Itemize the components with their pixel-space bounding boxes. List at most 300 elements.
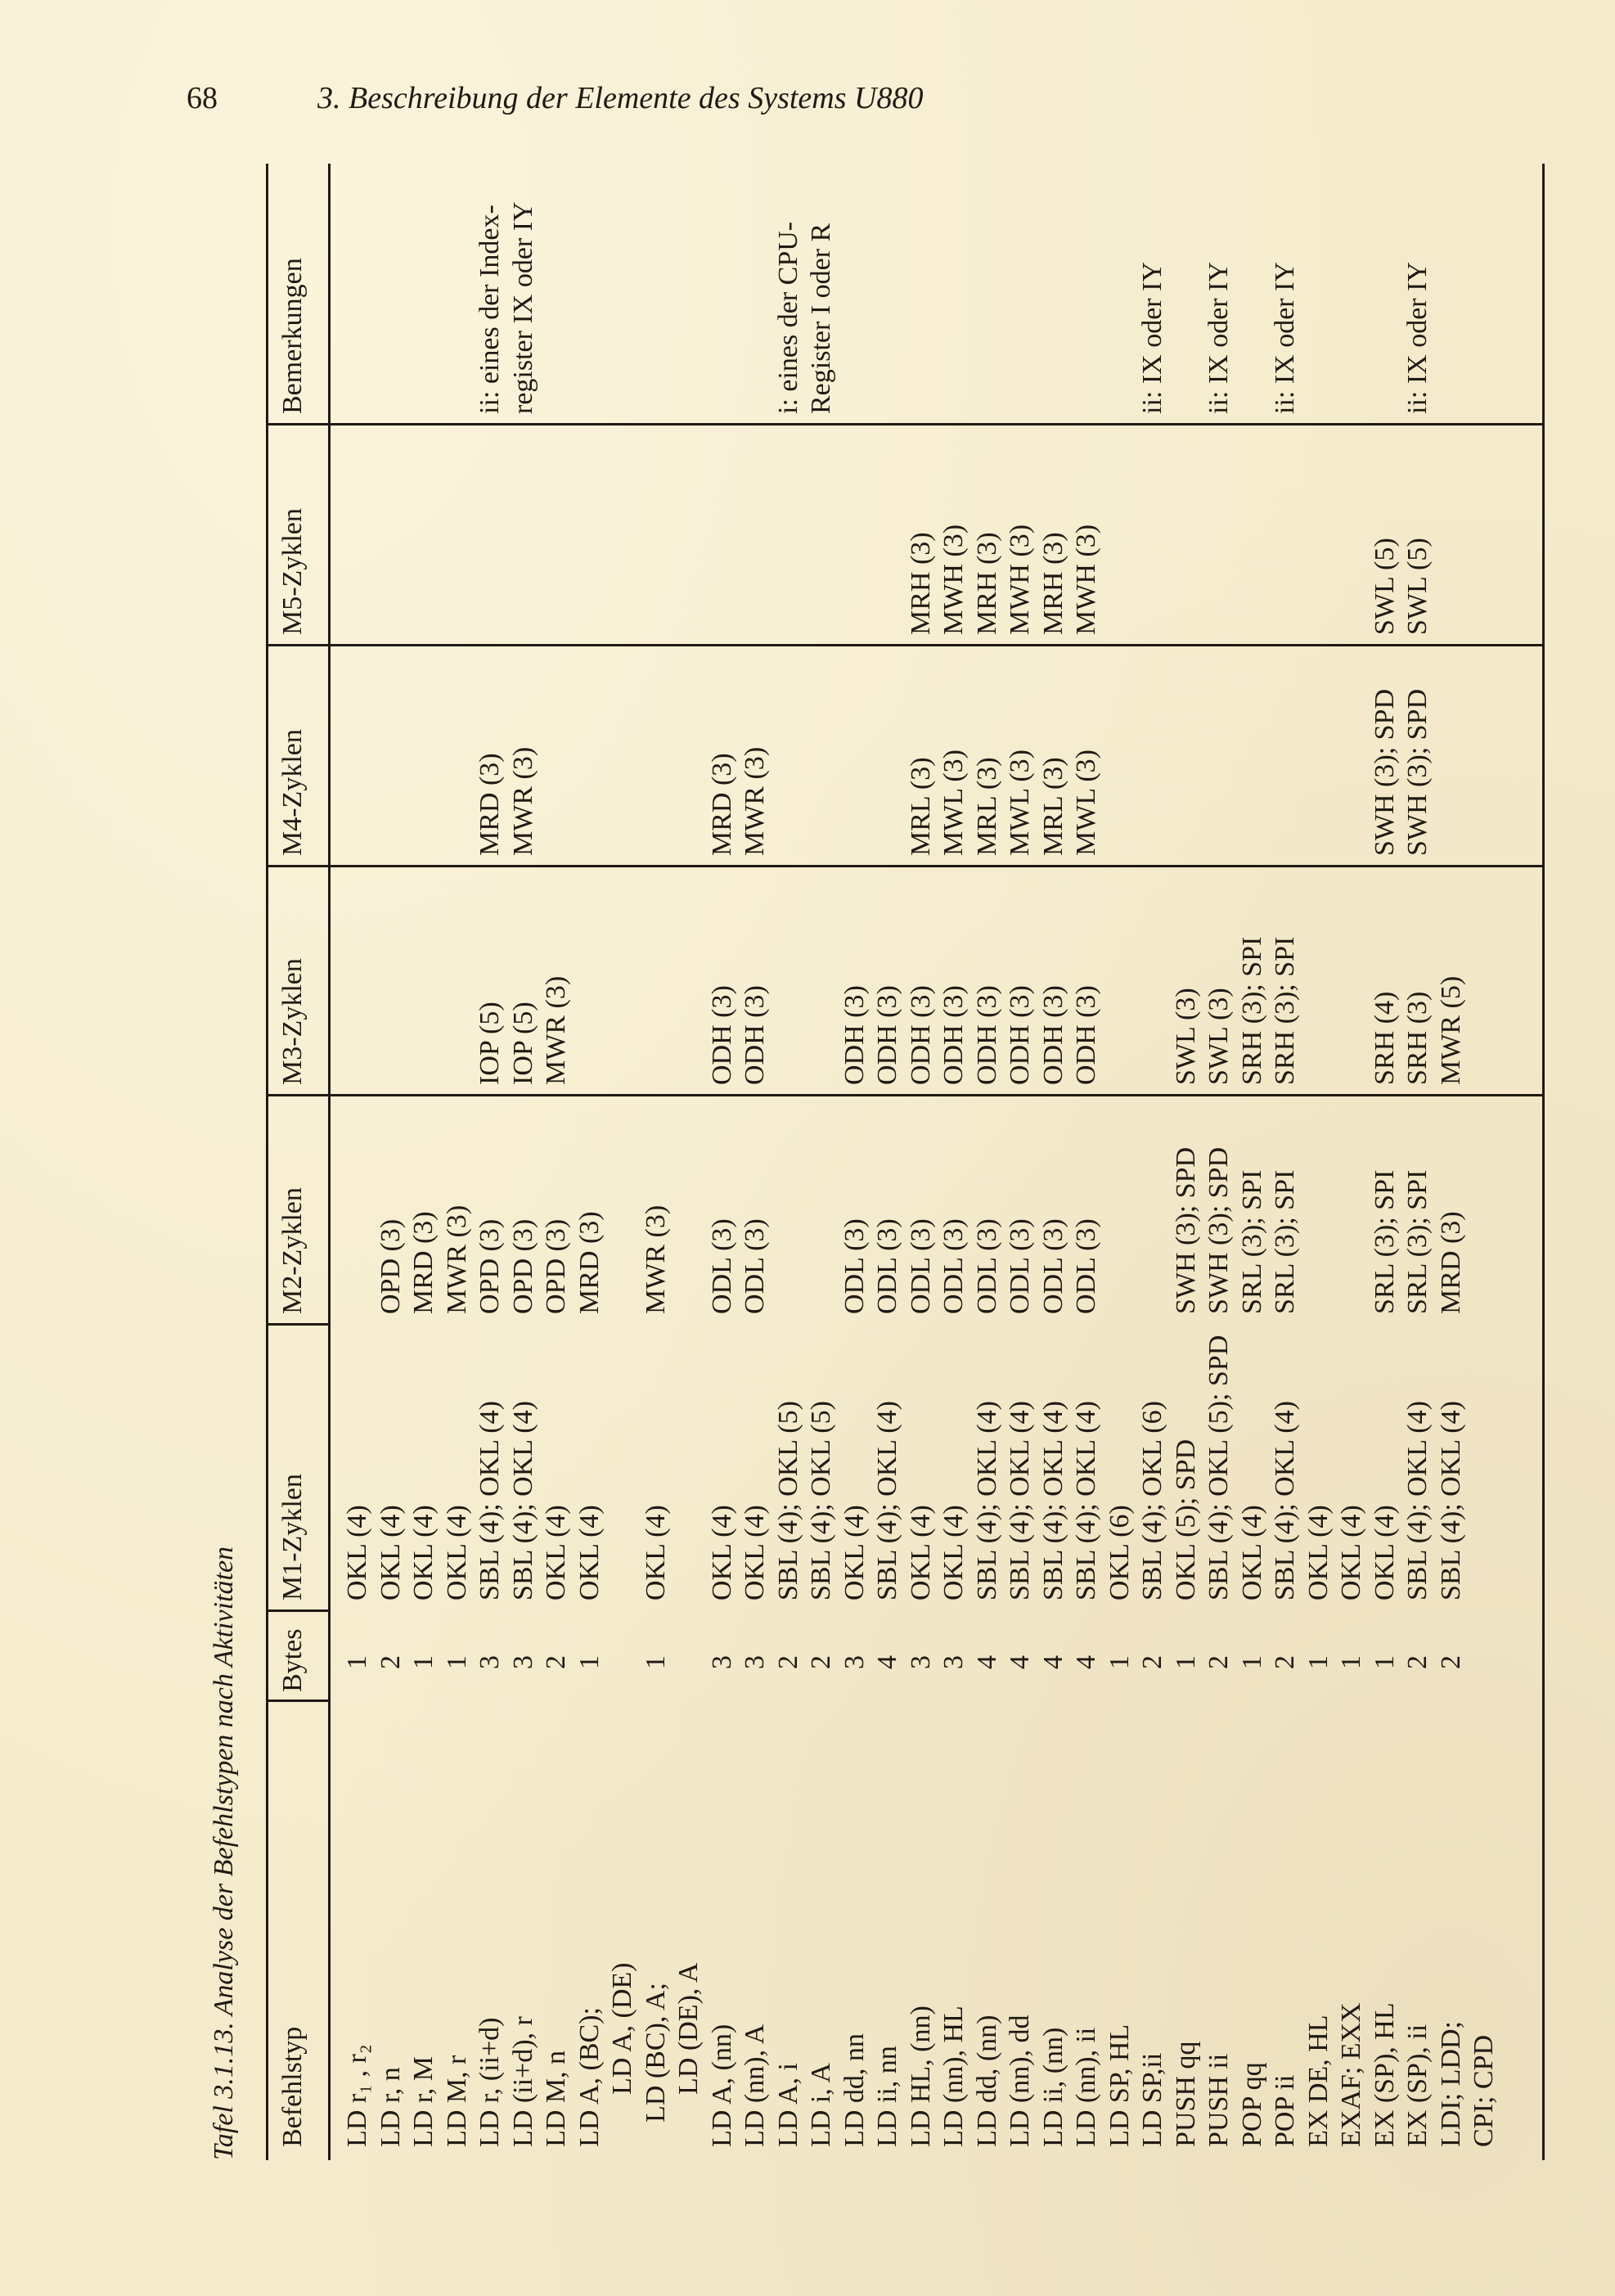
m4-cell: MWL (3) — [1071, 750, 1101, 856]
m1-cell: OKL (4) — [1336, 1505, 1366, 1600]
befehlstyp-cell: LDI; LDD; — [1435, 2021, 1466, 2147]
m4-cell: SWH (3); SPD — [1369, 688, 1400, 856]
m3-cell: ODH (3) — [938, 985, 969, 1085]
bytes-cell: 4 — [872, 1655, 902, 1669]
bytes-cell: 4 — [971, 1655, 1002, 1669]
m4-cell — [407, 651, 441, 856]
bemerkungen-cell: ii: IX oder IY — [1137, 261, 1167, 414]
m5-cell — [1203, 430, 1236, 635]
befehlstyp-cell: LD (nn), HL — [938, 2006, 969, 2147]
m5-cell — [375, 430, 408, 635]
m2-cell: MRD (3) — [1435, 1211, 1466, 1314]
bemerkungen-cell — [938, 169, 971, 414]
m5-cell — [805, 430, 839, 635]
befehlstyp-cell: LD SP, HL — [1104, 2024, 1135, 2147]
m4-column — [341, 651, 1501, 856]
m5-cell — [1170, 430, 1203, 635]
header-m2: M2-Zyklen — [277, 1187, 308, 1314]
bytes-cell: 1 — [408, 1655, 439, 1669]
bemerkungen-cell — [871, 169, 905, 414]
bemerkungen-cell: ii: eines der Index- — [475, 205, 505, 414]
bytes-cell: 1 — [1170, 1655, 1201, 1669]
m3-cell: SWL (3) — [1203, 988, 1234, 1085]
befehlstyp-cell: LD ii, nn — [872, 2046, 902, 2147]
m2-cell: SRL (3); SPI — [1402, 1169, 1433, 1314]
m5-cell: SWL (5) — [1369, 538, 1400, 635]
bytes-cell: 1 — [1336, 1655, 1366, 1669]
befehlstyp-cell: LD (ii+d), r — [507, 2016, 538, 2147]
m1-cell: OKL (4) — [905, 1505, 936, 1600]
befehlstyp-cell: LD i, A — [806, 2063, 836, 2147]
header-bytes: Bytes — [277, 1628, 308, 1692]
bytes-cell: 3 — [706, 1655, 737, 1669]
m3-column — [341, 872, 1501, 1085]
m5-cell — [839, 430, 872, 635]
bytes-cell: 1 — [1104, 1655, 1135, 1669]
m2-cell: SWH (3); SPD — [1203, 1146, 1234, 1314]
befehlstyp-cell: EX DE, HL — [1302, 2015, 1334, 2147]
befehlstyp-cell: LD (BC), A; — [640, 1983, 671, 2123]
m4-cell — [1170, 651, 1203, 856]
m1-cell: OKL (4) — [375, 1505, 406, 1600]
m2-cell: ODL (3) — [872, 1218, 902, 1314]
m5-cell — [673, 430, 706, 635]
bytes-cell: 2 — [772, 1655, 803, 1669]
bemerkungen-cell — [839, 169, 872, 414]
m3-cell: ODH (3) — [839, 985, 870, 1085]
bemerkungen-cell — [673, 169, 706, 414]
m1-cell: OKL (4) — [740, 1505, 770, 1600]
col-sep-3 — [266, 1323, 328, 1326]
running-title: 3. Beschreibung der Elemente des Systems U880 — [317, 81, 924, 115]
m3-cell: ODH (3) — [905, 985, 936, 1085]
header-bottom-rule — [328, 164, 331, 2160]
m4-cell — [540, 651, 574, 856]
m4-cell — [805, 651, 839, 856]
m1-cell: SBL (4); OKL (4) — [1037, 1401, 1068, 1600]
m1-cell: SBL (4); OKL (4) — [475, 1401, 505, 1600]
m2-cell: OPD (3) — [475, 1218, 505, 1314]
m3-cell: MWR (3) — [541, 975, 571, 1085]
m5-cell — [474, 430, 507, 635]
m4-cell: MRL (3) — [905, 757, 936, 856]
m2-cell: SRL (3); SPI — [1369, 1169, 1400, 1314]
bytes-cell: 3 — [938, 1655, 969, 1669]
bytes-cell: 2 — [1203, 1655, 1234, 1669]
befehlstyp-cell: LD (nn), dd — [1005, 2015, 1035, 2147]
m4-cell — [574, 651, 607, 856]
bemerkungen-cell — [1369, 169, 1402, 414]
m5-cell — [540, 430, 574, 635]
m1-cell — [673, 1330, 706, 1600]
m3-cell — [805, 872, 839, 1085]
m4-cell: SWH (3); SPD — [1402, 688, 1433, 856]
col-sep-7 — [266, 423, 1542, 425]
bytes-column — [341, 1620, 1501, 1669]
m5-cell — [1435, 430, 1469, 635]
m1-cell: OKL (4) — [640, 1505, 671, 1600]
m2-cell: ODL (3) — [1071, 1218, 1101, 1314]
m5-cell — [441, 430, 475, 635]
m5-cell — [574, 430, 607, 635]
m1-cell: OKL (4) — [342, 1505, 372, 1600]
m2-cell: MRD (3) — [574, 1211, 605, 1314]
bemerkungen-cell — [1435, 169, 1469, 414]
bemerkungen-cell: ii: IX oder IY — [1270, 261, 1300, 414]
m5-cell: MRH (3) — [1037, 532, 1068, 635]
befehlstyp-cell: LD A, (BC); — [574, 2007, 605, 2147]
m3-cell: SRH (4) — [1369, 991, 1400, 1085]
m1-cell: SBL (4); OKL (4) — [1005, 1401, 1035, 1600]
befehlstyp-cell: LD r, n — [375, 2067, 406, 2147]
page-number: 68 — [187, 81, 218, 115]
m1-cell: SBL (4); OKL (6) — [1137, 1401, 1167, 1600]
m2-cell — [673, 1101, 706, 1314]
m1-column — [341, 1330, 1501, 1600]
header-m4: M4-Zyklen — [277, 729, 308, 856]
befehlstyp-cell: LD HL, (nn) — [905, 2006, 936, 2147]
befehlstyp-cell: LD dd, (nn) — [971, 2015, 1002, 2147]
bytes-cell: 4 — [1005, 1655, 1035, 1669]
bemerkungen-cell — [407, 169, 441, 414]
m1-cell: OKL (4) — [839, 1505, 870, 1600]
m4-cell — [1136, 651, 1170, 856]
m4-cell — [640, 651, 673, 856]
col-sep-5 — [266, 865, 1542, 867]
m4-cell — [1203, 651, 1236, 856]
m1-cell: SBL (4); OKL (4) — [872, 1401, 902, 1600]
befehlstyp-column — [341, 1705, 1501, 2147]
m3-cell: ODH (3) — [872, 985, 902, 1085]
bemerkungen-cell — [1468, 169, 1501, 414]
bytes-cell: 1 — [640, 1655, 671, 1669]
m3-cell: SWL (3) — [1170, 988, 1201, 1085]
m5-cell — [706, 430, 740, 635]
m4-cell — [341, 651, 375, 856]
bemerkungen-cell — [706, 169, 740, 414]
befehlstyp-cell: LD (nn), A — [740, 2024, 770, 2147]
m4-cell — [606, 651, 640, 856]
bytes-cell: 2 — [806, 1655, 836, 1669]
bemerkungen-cell — [905, 169, 938, 414]
bemerkungen-cell: i: eines der CPU- — [772, 221, 803, 414]
col-sep-1 — [266, 1699, 328, 1702]
m5-column — [341, 430, 1501, 635]
m3-cell — [640, 872, 673, 1085]
befehlstyp-cell: EXAF; EXX — [1336, 2002, 1366, 2147]
befehlstyp-cell: LD (DE), A — [673, 1962, 704, 2095]
bytes-cell: 3 — [475, 1655, 505, 1669]
header-m3: M3-Zyklen — [277, 958, 308, 1085]
header-bemerkungen: Bemerkungen — [277, 258, 308, 414]
befehlstyp-cell: LD A, (nn) — [706, 2024, 737, 2147]
bemerkungen-cell — [1302, 169, 1336, 414]
table-top-rule — [266, 164, 268, 2160]
m4-cell: MWL (3) — [1005, 750, 1035, 856]
instruction-analysis-table — [266, 164, 1559, 2160]
m1-cell: OKL (4) — [408, 1505, 439, 1600]
m3-cell — [1302, 872, 1336, 1085]
m1-cell: OKL (4) — [574, 1505, 605, 1600]
m3-cell: MWR (5) — [1435, 975, 1466, 1085]
bemerkungen-cell — [1170, 169, 1203, 414]
m1-cell: SBL (4); OKL (4) — [1071, 1401, 1101, 1600]
bemerkungen-cell — [1070, 169, 1104, 414]
m1-cell: OKL (4) — [1369, 1505, 1400, 1600]
m4-cell: MWR (3) — [507, 746, 538, 856]
m1-cell: OKL (6) — [1104, 1505, 1135, 1600]
befehlstyp-cell: PUSH qq — [1170, 2041, 1201, 2147]
m3-cell — [574, 872, 607, 1085]
m4-cell — [839, 651, 872, 856]
bytes-cell — [673, 1620, 706, 1669]
bytes-cell: 1 — [342, 1655, 372, 1669]
m4-cell — [441, 651, 475, 856]
bytes-cell: 4 — [1071, 1655, 1101, 1669]
m4-cell: MRD (3) — [475, 753, 505, 856]
m1-cell: SBL (4); OKL (5); SPD — [1203, 1335, 1234, 1600]
m4-cell — [1302, 651, 1336, 856]
m1-cell: SBL (4); OKL (4) — [1402, 1401, 1433, 1600]
m1-cell: OKL (4) — [541, 1505, 571, 1600]
m2-cell: ODL (3) — [1037, 1218, 1068, 1314]
befehlstyp-cell: LD A, i — [772, 2063, 803, 2147]
m2-cell: MWR (3) — [441, 1204, 472, 1314]
m2-cell: SRL (3); SPI — [1270, 1169, 1300, 1314]
m3-cell: SRH (3); SPI — [1236, 936, 1267, 1085]
bemerkungen-cell — [441, 169, 475, 414]
m2-cell: OPD (3) — [507, 1218, 538, 1314]
m2-cell: ODL (3) — [905, 1218, 936, 1314]
m5-cell: MWH (3) — [1071, 524, 1101, 635]
bytes-cell: 2 — [541, 1655, 571, 1669]
bytes-cell — [606, 1620, 640, 1669]
bytes-cell: 3 — [507, 1655, 538, 1669]
befehlstyp-cell: LD r₁ , r₂ — [342, 2044, 372, 2147]
befehlstyp-cell: POP ii — [1270, 2074, 1300, 2147]
befehlstyp-cell: LD SP,ii — [1137, 2052, 1167, 2147]
m1-cell: SBL (4); OKL (4) — [1270, 1401, 1300, 1600]
bemerkungen-cell — [341, 169, 375, 414]
m2-cell — [1335, 1101, 1369, 1314]
bemerkungen-cell: ii: IX oder IY — [1402, 261, 1433, 414]
m3-cell: ODH (3) — [1071, 985, 1101, 1085]
m1-cell — [606, 1330, 640, 1600]
table-bottom-rule — [1542, 164, 1545, 2160]
m5-cell — [1302, 430, 1336, 635]
befehlstyp-cell: PUSH ii — [1203, 2053, 1234, 2147]
bytes-cell: 2 — [375, 1655, 406, 1669]
bemerkungen-cell — [375, 169, 408, 414]
m1-cell: OKL (4) — [938, 1505, 969, 1600]
m3-cell — [1335, 872, 1369, 1085]
bemerkungen-cell — [1335, 169, 1369, 414]
col-sep-2 — [266, 1609, 328, 1612]
m2-cell: ODL (3) — [971, 1218, 1002, 1314]
bemerkungen-cell — [1104, 169, 1137, 414]
m2-cell: ODL (3) — [938, 1218, 969, 1314]
bemerkungen-cell: ii: IX oder IY — [1203, 261, 1234, 414]
m2-cell: MWR (3) — [640, 1204, 671, 1314]
m5-cell — [1468, 430, 1501, 635]
bytes-cell: 1 — [574, 1655, 605, 1669]
bytes-cell: 1 — [1236, 1655, 1267, 1669]
m2-cell — [1104, 1101, 1137, 1314]
m1-cell: SBL (4); OKL (5) — [806, 1401, 836, 1600]
m3-cell: IOP (5) — [475, 1002, 505, 1085]
bytes-cell — [1468, 1620, 1501, 1669]
m3-cell — [375, 872, 408, 1085]
befehlstyp-cell: LD M, r — [441, 2055, 472, 2147]
m1-cell: OKL (4) — [441, 1505, 472, 1600]
bemerkungen-cell — [1236, 169, 1270, 414]
bemerkungen-column — [341, 169, 1501, 414]
bemerkungen-cell — [1037, 169, 1071, 414]
m3-cell: ODH (3) — [1037, 985, 1068, 1085]
m3-cell: ODH (3) — [1005, 985, 1035, 1085]
m3-cell — [1468, 872, 1501, 1085]
m2-cell — [606, 1101, 640, 1314]
m5-cell — [606, 430, 640, 635]
bytes-cell: 2 — [1435, 1655, 1466, 1669]
rotated-table-block — [209, 164, 1567, 2160]
m2-cell: OPD (3) — [541, 1218, 571, 1314]
m2-cell — [1302, 1101, 1336, 1314]
m5-cell: MWH (3) — [1005, 524, 1035, 635]
m5-cell — [1236, 430, 1270, 635]
m4-cell — [1269, 651, 1302, 856]
befehlstyp-cell: LD A, (DE) — [607, 1962, 637, 2095]
m1-cell: OKL (4) — [706, 1505, 737, 1600]
m4-cell: MWR (3) — [740, 746, 770, 856]
bemerkungen-cell — [640, 169, 673, 414]
m2-cell — [341, 1101, 375, 1314]
m5-cell — [1269, 430, 1302, 635]
m5-cell — [640, 430, 673, 635]
m2-cell: SWH (3); SPD — [1170, 1146, 1201, 1314]
m3-cell — [1104, 872, 1137, 1085]
befehlstyp-cell: LD ii, (nn) — [1037, 2027, 1068, 2147]
m3-cell: ODH (3) — [971, 985, 1002, 1085]
bytes-cell: 3 — [740, 1655, 770, 1669]
befehlstyp-cell: EX (SP), HL — [1369, 2002, 1400, 2147]
bemerkungen-cell — [739, 169, 772, 414]
m2-cell — [805, 1101, 839, 1314]
bytes-cell: 3 — [839, 1655, 870, 1669]
m1-cell: OKL (4) — [1236, 1505, 1267, 1600]
header-befehlstyp: Befehlstyp — [277, 2026, 308, 2147]
col-sep-4 — [266, 1094, 1542, 1096]
befehlstyp-cell: LD M, n — [541, 2050, 571, 2147]
m3-cell — [1136, 872, 1170, 1085]
m1-cell: SBL (4); OKL (5) — [772, 1401, 803, 1600]
m3-cell — [673, 872, 706, 1085]
m2-cell: SRL (3); SPI — [1236, 1169, 1267, 1314]
m2-cell: ODL (3) — [740, 1218, 770, 1314]
m1-cell: SBL (4); OKL (4) — [1435, 1401, 1466, 1600]
m1-cell: OKL (4) — [1302, 1505, 1334, 1600]
bytes-cell: 3 — [905, 1655, 936, 1669]
m2-cell: ODL (3) — [839, 1218, 870, 1314]
m5-cell: MRH (3) — [905, 532, 936, 635]
m4-cell — [375, 651, 408, 856]
m2-column — [341, 1101, 1501, 1314]
m3-cell — [606, 872, 640, 1085]
bytes-cell: 2 — [1402, 1655, 1433, 1669]
befehlstyp-cell: EX (SP), ii — [1402, 2024, 1433, 2147]
m1-cell: SBL (4); OKL (4) — [507, 1401, 538, 1600]
m2-cell: ODL (3) — [1005, 1218, 1035, 1314]
m4-cell — [1435, 651, 1469, 856]
m4-cell — [673, 651, 706, 856]
bemerkungen-cell — [1004, 169, 1037, 414]
m3-cell — [407, 872, 441, 1085]
m5-cell — [1335, 430, 1369, 635]
m3-cell — [772, 872, 806, 1085]
bemerkungen-cell — [540, 169, 574, 414]
m1-cell: OKL (5); SPD — [1170, 1438, 1201, 1600]
befehlstyp-cell: LD (nn), ii — [1071, 2027, 1101, 2147]
m5-cell — [772, 430, 806, 635]
befehlstyp-cell: LD r, (ii+d) — [475, 2017, 505, 2147]
m4-cell — [871, 651, 905, 856]
m3-cell — [341, 872, 375, 1085]
m3-cell: ODH (3) — [740, 985, 770, 1085]
m5-cell — [407, 430, 441, 635]
bytes-cell: 2 — [1270, 1655, 1300, 1669]
col-sep-6 — [266, 644, 1542, 646]
m5-cell — [1136, 430, 1170, 635]
m5-cell — [341, 430, 375, 635]
m5-cell — [871, 430, 905, 635]
header-m1: M1-Zyklen — [277, 1474, 308, 1600]
m2-cell — [1136, 1101, 1170, 1314]
bemerkungen-cell — [971, 169, 1005, 414]
m3-cell: ODH (3) — [706, 985, 737, 1085]
m2-cell — [1468, 1101, 1501, 1314]
header-m5: M5-Zyklen — [277, 508, 308, 635]
m4-cell — [1335, 651, 1369, 856]
befehlstyp-cell: LD dd, nn — [839, 2033, 870, 2147]
m5-cell: MWH (3) — [938, 524, 969, 635]
m4-cell: MRD (3) — [706, 753, 737, 856]
m5-cell — [739, 430, 772, 635]
m1-cell — [1468, 1330, 1501, 1600]
m5-cell — [507, 430, 541, 635]
m3-cell — [441, 872, 475, 1085]
bemerkungen-cell: Register I oder R — [806, 223, 836, 414]
m4-cell: MRL (3) — [1037, 757, 1068, 856]
m5-cell: SWL (5) — [1402, 538, 1433, 635]
befehlstyp-cell: POP qq — [1236, 2062, 1267, 2147]
bytes-cell: 1 — [1302, 1655, 1334, 1669]
m4-cell — [1104, 651, 1137, 856]
m4-cell — [1468, 651, 1501, 856]
m3-cell: SRH (3) — [1402, 991, 1433, 1085]
m2-cell: OPD (3) — [375, 1218, 406, 1314]
bemerkungen-cell — [574, 169, 607, 414]
m1-cell: SBL (4); OKL (4) — [971, 1401, 1002, 1600]
befehlstyp-cell: LD r, M — [408, 2055, 439, 2147]
m4-cell: MRL (3) — [971, 757, 1002, 856]
m2-cell: ODL (3) — [706, 1218, 737, 1314]
m3-cell: SRH (3); SPI — [1270, 936, 1300, 1085]
bytes-cell: 1 — [1369, 1655, 1400, 1669]
bytes-cell: 4 — [1037, 1655, 1068, 1669]
bemerkungen-cell: register IX oder IY — [507, 201, 538, 414]
bytes-cell: 2 — [1137, 1655, 1167, 1669]
befehlstyp-cell: CPI; CPD — [1469, 2035, 1499, 2147]
